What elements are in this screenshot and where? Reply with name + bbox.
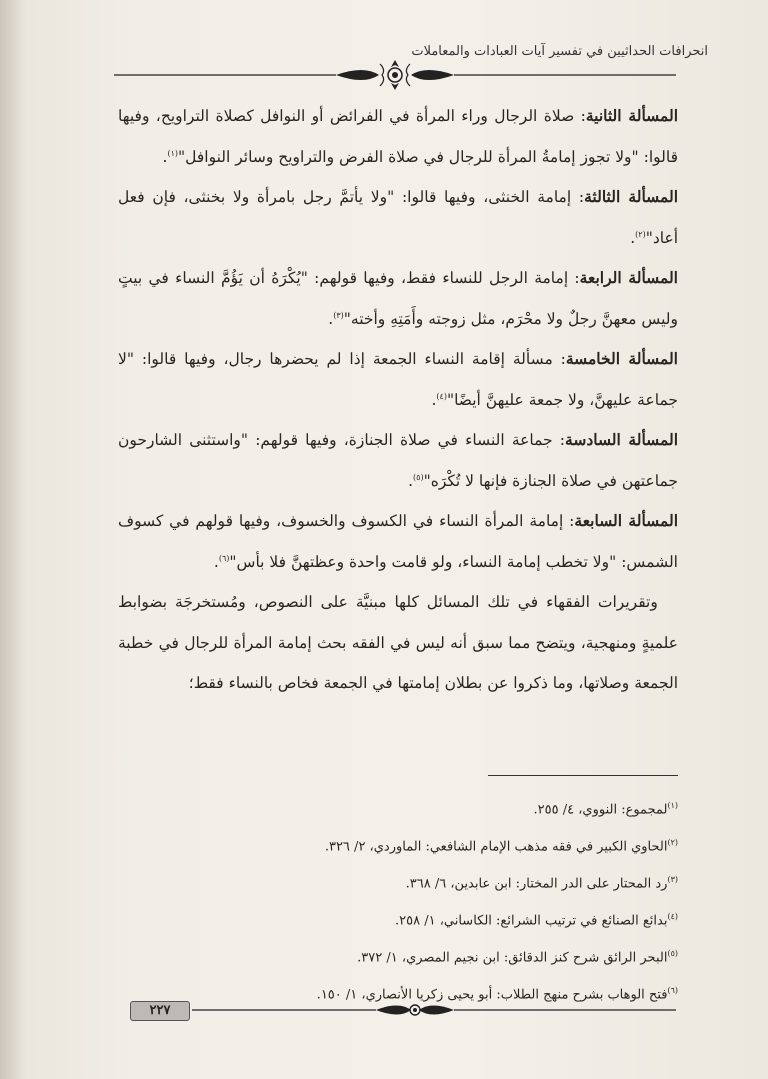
footnote-number: (٢): [667, 837, 678, 847]
footnote-1: [118, 790, 678, 827]
footnote-ref: (١): [167, 148, 179, 158]
footnote-text: الحاوي الكبير في فقه مذهب الإمام الشافعي: الماوردي، ٢/ ٣٢٦.: [324, 839, 668, 855]
footnote-ref: (٣): [333, 310, 344, 320]
footnote-3: [118, 864, 678, 901]
footnote-separator: [488, 775, 678, 776]
running-header: انحرافات الحداثيين في تفسير آيات العبادات والمعاملات: [411, 44, 708, 59]
footnote-ref: (٦): [218, 553, 230, 563]
footnote-text: البحر الرائق شرح كنز الدقائق: ابن نجيم المصري، ١/ ٣٧٢.: [357, 950, 668, 966]
footnote-number: (٦): [667, 985, 678, 995]
conclusion-paragraph: [118, 582, 678, 704]
issue-text: : صلاة الرجال وراء المرأة في الفرائض أو النوافل كصلاة التراويح، وفيها قالوا: "ولا تجوز إمامةُ المرأة للرجال في صلاة الفرض والتراويح وسائر النوافل": [118, 107, 678, 166]
page-number: ٢٢٧: [130, 1001, 190, 1021]
issue-paragraph-7: المسألة السابعة: إمامة المرأة النساء في الكسوف والخسوف، وفيها قولهم في كسوف الشمس: "ولا تخطب إمامة النساء، ولو قامت واحدة وعظتهنَّ فلا بأس"$^{(٦)}$.: [118, 511, 678, 571]
issue-label: المسألة الثانية: [585, 106, 679, 125]
issue-label: المسألة الرابعة: [579, 268, 678, 287]
footnote-number: (٥): [667, 948, 678, 958]
issue-text: : إمامة المرأة النساء في الكسوف والخسوف، وفيها قولهم في كسوف الشمس: "ولا تخطب إمامة النساء، ولو قامت واحدة وعظتهنَّ فلا بأس": [118, 512, 678, 571]
page-binding-shadow: [0, 0, 26, 1079]
main-text: [118, 96, 678, 704]
issue-paragraph-5: المسألة الخامسة: مسألة إقامة النساء الجمعة إذا لم يحضرها رجال، وفيها قالوا: "لا جماعة عليهنَّ، ولا جمعة عليهنَّ أيضًا"$^{(٤)}$.: [118, 349, 678, 409]
footnote-text: بدائع الصنائع في ترتيب الشرائع: الكاساني، ١/ ٢٥٨.: [394, 913, 668, 929]
issue-text: : إمامة الخنثى، وفيها قالوا: "ولا يأتمَّ رجل بامرأة ولا بخنثى، فإن فعل أعاد": [118, 188, 678, 247]
footnote-number: (١): [667, 801, 678, 810]
footnote-number: (٣): [667, 874, 678, 884]
issue-label: المسألة الخامسة: [565, 349, 678, 368]
footnote-2: [118, 827, 678, 864]
footnote-text: لمجموع: النووي، ٤/ ٢٥٥.: [533, 802, 668, 818]
issue-text: : جماعة النساء في صلاة الجنازة، وفيها قولهم: "واستثنى الشارحون جماعتهن في صلاة الجنازة فإنها لا تُكْرَه": [118, 431, 678, 490]
footnotes: [118, 790, 678, 1012]
issue-label: المسألة السابعة: [574, 511, 678, 530]
issue-label: المسألة الثالثة: [584, 187, 678, 206]
footnote-ref: (٥): [413, 472, 424, 482]
issue-paragraph-6: المسألة السادسة: جماعة النساء في صلاة الجنازة، وفيها قولهم: "واستثنى الشارحون جماعتهن في صلاة الجنازة فإنها لا تُكْرَه"$^{(٥)}$.: [118, 430, 679, 490]
conclusion-text: وتقريرات الفقهاء في تلك المسائل كلها مبنيَّة على النصوص، ومُستخرجَة بضوابط علميةٍ ومنهجية، ويتضح مما سبق أنه ليس في الفقه بحث إمامة المرأة للرجال في خطبة الجمعة وصلاتها، وما ذكروا عن بطلان إمامتها في الجمعة فخاص بالنساء فقط؛: [118, 593, 678, 692]
footnote-text: فتح الوهاب بشرح منهج الطلاب: أبو يحيى زكريا الأنصاري، ١/ ١٥٠.: [316, 986, 668, 1002]
issue-paragraph-2: المسألة الثانية: صلاة الرجال وراء المرأة في الفرائض أو النوافل كصلاة التراويح، وفيها قالوا: "ولا تجوز إمامةُ المرأة للرجال في صلاة الفرض والتراويح وسائر النوافل"$^{(١)}$.: [118, 106, 679, 166]
issue-text: : مسألة إقامة النساء الجمعة إذا لم يحضرها رجال، وفيها قالوا: "لا جماعة عليهنَّ، ولا جمعة عليهنَّ أيضًا": [118, 350, 678, 409]
header-ornament-icon: [114, 60, 676, 90]
issue-label: المسألة السادسة: [565, 430, 679, 449]
footnote-text: رد المحتار على الدر المختار: ابن عابدين، ٦/ ٣٦٨.: [405, 876, 668, 892]
footnote-4: [118, 901, 678, 938]
issue-paragraph-4: المسألة الرابعة: إمامة الرجل للنساء فقط، وفيها قولهم: "يُكْرَهُ أن يَؤُمَّ النساء في بيتٍ وليس معهنَّ رجلٌ ولا محْرَم، مثل زوجته وأَمَتِهِ وأخته"$^{(٣)}$.: [118, 268, 678, 328]
footer-ornament-icon: [114, 995, 676, 1025]
footnote-number: (٤): [667, 911, 678, 921]
footnote-ref: (٢): [635, 229, 646, 239]
issue-paragraph-3: المسألة الثالثة: إمامة الخنثى، وفيها قالوا: "ولا يأتمَّ رجل بامرأة ولا بخنثى، فإن فعل أعاد"$^{(٢)}$.: [118, 187, 678, 247]
footnote-ref: (٤): [436, 391, 447, 401]
footnote-5: [118, 938, 678, 975]
issue-text: : إمامة الرجل للنساء فقط، وفيها قولهم: "يُكْرَهُ أن يَؤُمَّ النساء في بيتٍ وليس معهنَّ رجلٌ ولا محْرَم، مثل زوجته وأَمَتِهِ وأخته": [118, 269, 678, 328]
